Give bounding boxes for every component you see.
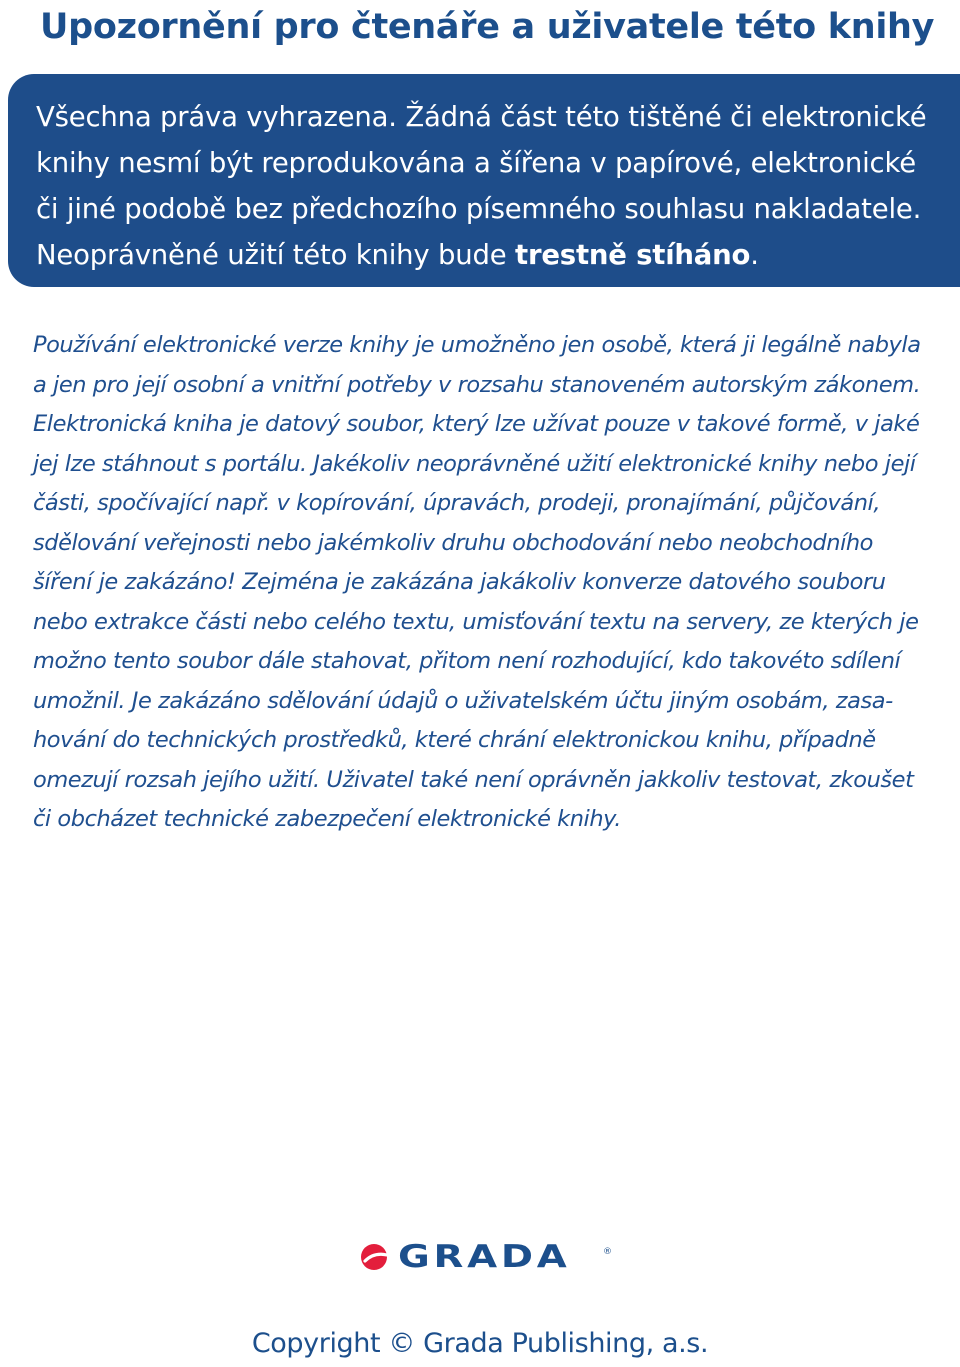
paragraph-line: šíření je zakázáno! Zejména je zakázána jakákoliv konverze datového souboru xyxy=(33,569,886,595)
notice-period: . xyxy=(750,239,759,271)
paragraph-line: nebo extrakce části nebo celého textu, umisťování textu na servery, ze kterých je xyxy=(33,608,919,635)
notice-line: knihy nesmí být reprodukována a šířena v papírové, elektronické xyxy=(36,147,916,179)
usage-terms-paragraph xyxy=(33,326,938,840)
paragraph-line: jej lze stáhnout s portálu. Jakékoliv neoprávněné užití elektronické knihy nebo její xyxy=(33,450,916,477)
notice-last-line xyxy=(36,232,938,278)
paragraph-line: Používání elektronické verze knihy je umožněno jen osobě, která ji legálně nabyla xyxy=(33,332,921,358)
copyright-footer: Copyright © Grada Publishing, a.s. xyxy=(251,1328,709,1359)
paragraph-line: Elektronická kniha je datový soubor, který lze užívat pouze v takové formě, v jaké xyxy=(33,411,920,437)
registered-mark: ® xyxy=(603,1247,612,1257)
paragraph-line: možno tento soubor dále stahovat, přitom není rozhodující, kdo takovéto sdílení xyxy=(33,648,901,674)
grada-logo-mark-icon xyxy=(358,1241,390,1273)
paragraph-line: sdělování veřejnosti nebo jakémkoliv druhu obchodování nebo neobchodního xyxy=(33,529,874,556)
paragraph-line: části, spočívající např. v kopírování, úpravách, prodeji, pronajímání, půjčování, xyxy=(33,490,881,516)
notice-emphasis: trestně stíháno xyxy=(515,239,751,271)
notice-last-line-text: Neoprávněné užití této knihy bude xyxy=(36,239,516,271)
grada-logo xyxy=(358,1238,612,1276)
notice-line: Všechna práva vyhrazena. Žádná část této tištěné či elektronické xyxy=(36,101,927,133)
notice-line: či jiné podobě bez předchozího písemného souhlasu nakladatele. xyxy=(36,193,922,225)
grada-logo-text: GRADA xyxy=(398,1239,571,1275)
paragraph-line: omezují rozsah jejího užití. Uživatel také není oprávněn jakkoliv testovat, zkoušet xyxy=(33,766,914,793)
page-title: Upozornění pro čtenáře a uživatele této knihy xyxy=(40,7,935,47)
paragraph-line: umožnil. Je zakázáno sdělování údajů o uživatelském účtu jiným osobám, zasa- xyxy=(33,687,893,714)
paragraph-line: hování do technických prostředků, které chrání elektronickou knihu, případně xyxy=(33,727,876,753)
paragraph-line: či obcházet technické zabezpečení elektronické knihy. xyxy=(33,806,621,832)
paragraph-line: a jen pro její osobní a vnitřní potřeby v rozsahu stanoveném autorským zákonem. xyxy=(33,371,921,398)
copyright-notice-box xyxy=(8,74,960,287)
